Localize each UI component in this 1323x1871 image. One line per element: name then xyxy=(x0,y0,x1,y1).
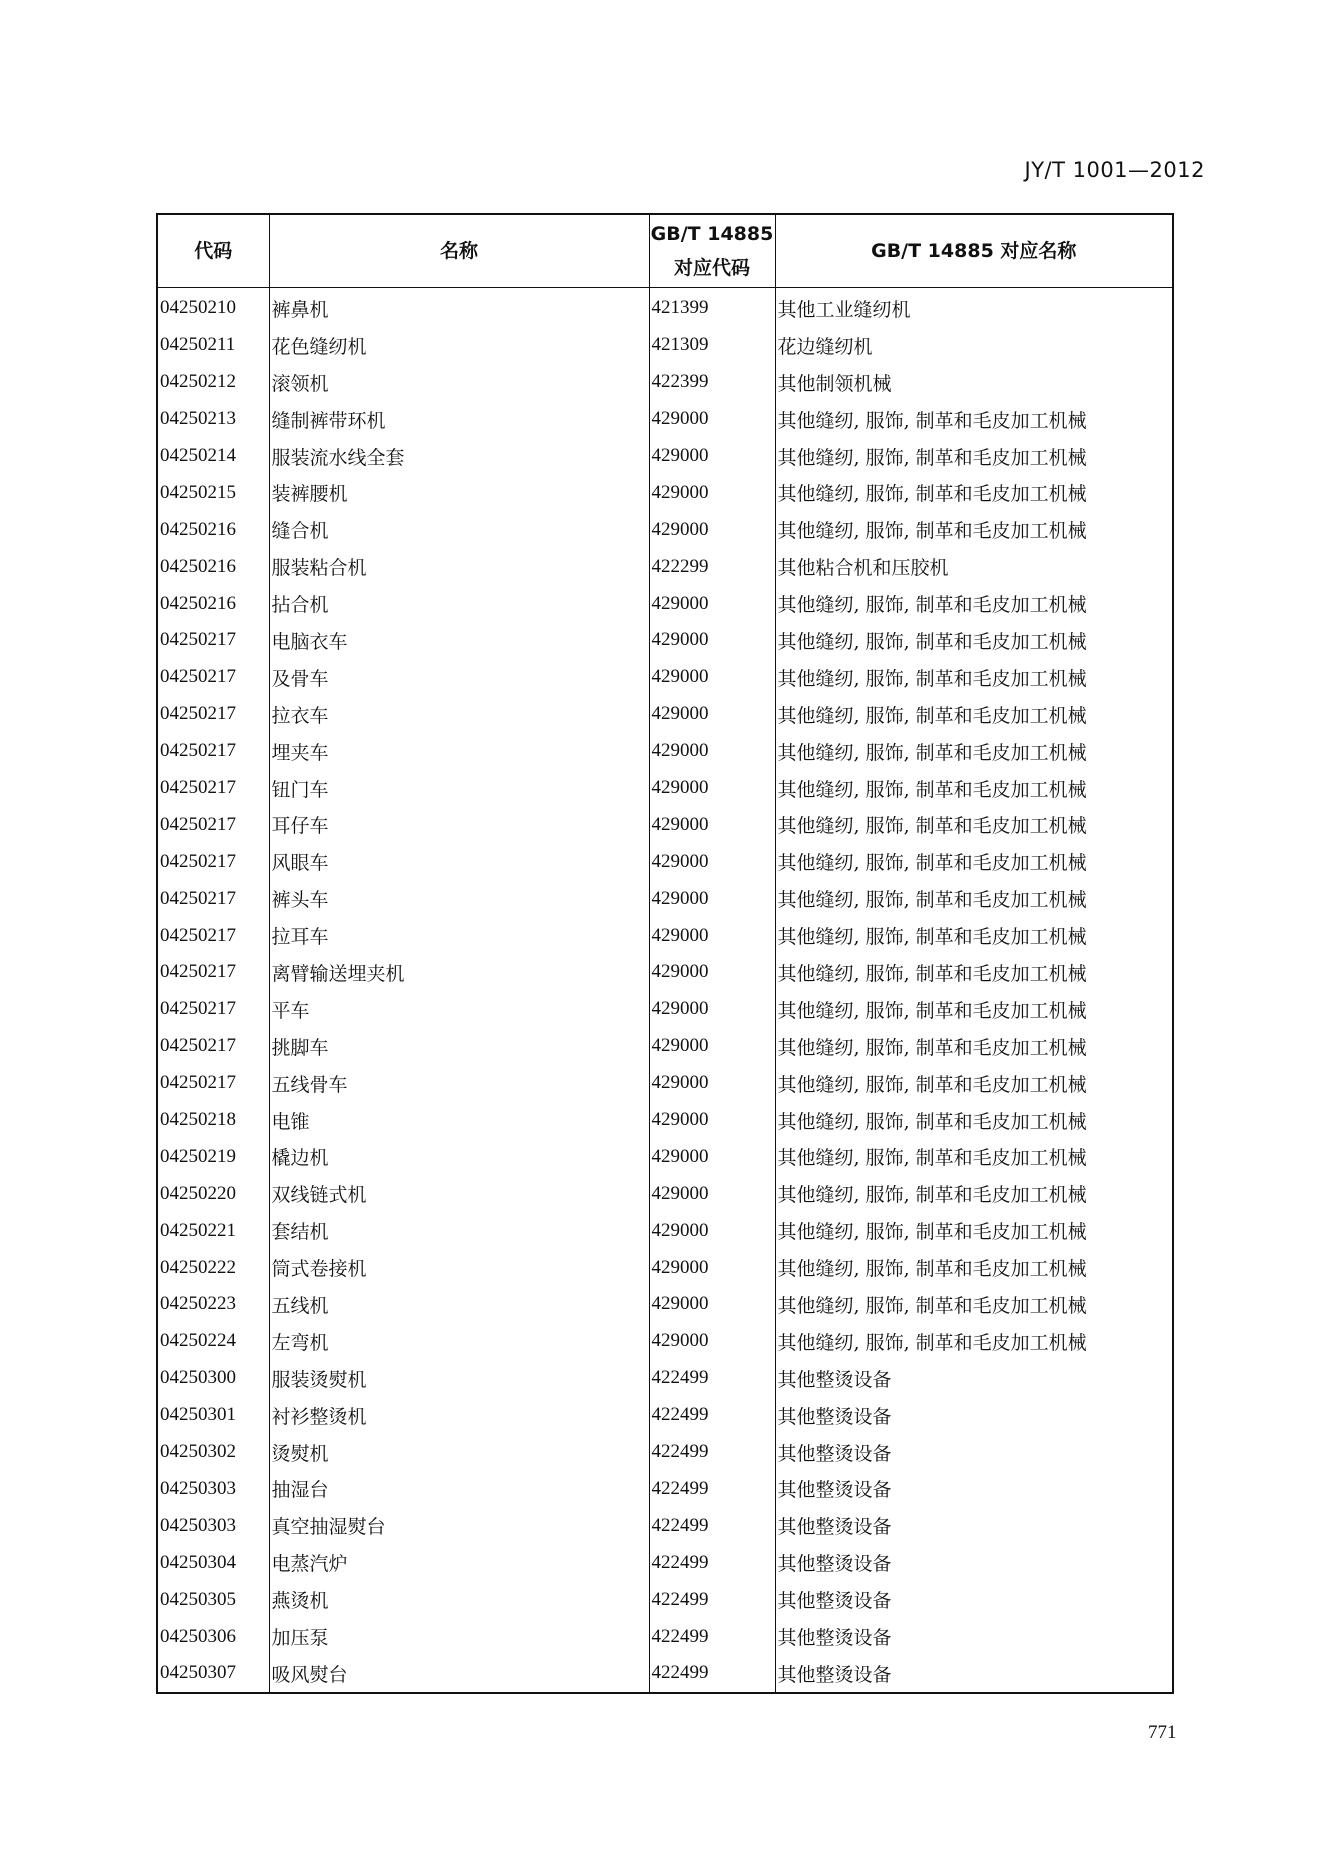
header-gb-code xyxy=(649,214,775,288)
cell-gb-code: 429000 xyxy=(649,880,775,917)
cell-gb-name: 其他缝纫, 服饰, 制革和毛皮加工机械 xyxy=(775,1212,1173,1249)
table-row xyxy=(157,1028,1173,1065)
cell-code: 04250303 xyxy=(157,1507,269,1544)
cell-gb-name: 其他整烫设备 xyxy=(775,1544,1173,1581)
cell-code: 04250217 xyxy=(157,1065,269,1102)
cell-code: 04250217 xyxy=(157,954,269,991)
table-row xyxy=(157,1397,1173,1434)
cell-code: 04250221 xyxy=(157,1212,269,1249)
cell-gb-code: 429000 xyxy=(649,401,775,438)
cell-gb-code: 429000 xyxy=(649,696,775,733)
cell-code: 04250217 xyxy=(157,917,269,954)
cell-gb-code: 429000 xyxy=(649,438,775,475)
cell-name: 服装粘合机 xyxy=(269,548,649,585)
cell-code: 04250300 xyxy=(157,1360,269,1397)
page-number: 771 xyxy=(1148,1722,1177,1743)
cell-gb-code: 429000 xyxy=(649,622,775,659)
standard-code: JY/T 1001—2012 xyxy=(1024,158,1205,182)
cell-gb-name: 其他整烫设备 xyxy=(775,1507,1173,1544)
cell-code: 04250211 xyxy=(157,327,269,364)
table-row xyxy=(157,770,1173,807)
table-row xyxy=(157,401,1173,438)
cell-gb-name: 其他缝纫, 服饰, 制革和毛皮加工机械 xyxy=(775,474,1173,511)
cell-gb-code: 422499 xyxy=(649,1507,775,1544)
cell-code: 04250224 xyxy=(157,1323,269,1360)
cell-gb-code: 429000 xyxy=(649,511,775,548)
cell-code: 04250223 xyxy=(157,1286,269,1323)
cell-name: 服装烫熨机 xyxy=(269,1360,649,1397)
cell-gb-code: 422499 xyxy=(649,1618,775,1655)
table-row xyxy=(157,1471,1173,1508)
cell-gb-name: 其他缝纫, 服饰, 制革和毛皮加工机械 xyxy=(775,1286,1173,1323)
cell-gb-name: 其他缝纫, 服饰, 制革和毛皮加工机械 xyxy=(775,843,1173,880)
cell-gb-code: 429000 xyxy=(649,733,775,770)
cell-gb-name: 其他缝纫, 服饰, 制革和毛皮加工机械 xyxy=(775,1138,1173,1175)
cell-name: 拉耳车 xyxy=(269,917,649,954)
cell-gb-code: 422299 xyxy=(649,548,775,585)
cell-gb-code: 429000 xyxy=(649,474,775,511)
cell-code: 04250306 xyxy=(157,1618,269,1655)
cell-gb-code: 429000 xyxy=(649,1065,775,1102)
cell-code: 04250216 xyxy=(157,548,269,585)
cell-gb-name: 其他缝纫, 服饰, 制革和毛皮加工机械 xyxy=(775,770,1173,807)
cell-code: 04250217 xyxy=(157,991,269,1028)
cell-code: 04250217 xyxy=(157,733,269,770)
cell-name: 橇边机 xyxy=(269,1138,649,1175)
cell-gb-name: 其他工业缝纫机 xyxy=(775,288,1173,327)
table-row xyxy=(157,733,1173,770)
table-row xyxy=(157,991,1173,1028)
cell-name: 服装流水线全套 xyxy=(269,438,649,475)
cell-gb-name: 其他缝纫, 服饰, 制革和毛皮加工机械 xyxy=(775,954,1173,991)
cell-name: 及骨车 xyxy=(269,659,649,696)
cell-gb-name: 其他缝纫, 服饰, 制革和毛皮加工机械 xyxy=(775,511,1173,548)
cell-code: 04250216 xyxy=(157,585,269,622)
cell-gb-name: 其他整烫设备 xyxy=(775,1360,1173,1397)
table-row xyxy=(157,696,1173,733)
cell-gb-name: 其他缝纫, 服饰, 制革和毛皮加工机械 xyxy=(775,880,1173,917)
table-row xyxy=(157,1618,1173,1655)
cell-gb-code: 422499 xyxy=(649,1434,775,1471)
table-row xyxy=(157,585,1173,622)
cell-gb-name: 其他整烫设备 xyxy=(775,1618,1173,1655)
cell-name: 缝合机 xyxy=(269,511,649,548)
cell-code: 04250301 xyxy=(157,1397,269,1434)
cell-name: 裤头车 xyxy=(269,880,649,917)
cell-gb-name: 其他缝纫, 服饰, 制革和毛皮加工机械 xyxy=(775,696,1173,733)
cell-name: 钮门车 xyxy=(269,770,649,807)
cell-code: 04250213 xyxy=(157,401,269,438)
cell-gb-code: 422499 xyxy=(649,1471,775,1508)
cell-gb-code: 429000 xyxy=(649,991,775,1028)
cell-code: 04250217 xyxy=(157,622,269,659)
cell-name: 埋夹车 xyxy=(269,733,649,770)
cell-gb-code: 429000 xyxy=(649,1286,775,1323)
table-row xyxy=(157,438,1173,475)
table-header-row xyxy=(157,214,1173,288)
cell-gb-code: 429000 xyxy=(649,1138,775,1175)
cell-name: 缝制裤带环机 xyxy=(269,401,649,438)
header-gb-code-line2: 对应代码 xyxy=(673,257,750,279)
table-row xyxy=(157,1249,1173,1286)
cell-code: 04250214 xyxy=(157,438,269,475)
cell-code: 04250304 xyxy=(157,1544,269,1581)
cell-name: 五线骨车 xyxy=(269,1065,649,1102)
cell-gb-code: 422399 xyxy=(649,364,775,401)
cell-gb-name: 其他缝纫, 服饰, 制革和毛皮加工机械 xyxy=(775,1323,1173,1360)
cell-gb-code: 429000 xyxy=(649,585,775,622)
table-row xyxy=(157,622,1173,659)
cell-name: 电蒸汽炉 xyxy=(269,1544,649,1581)
table-row xyxy=(157,1360,1173,1397)
cell-name: 离臂输送埋夹机 xyxy=(269,954,649,991)
table-row xyxy=(157,1286,1173,1323)
cell-gb-code: 429000 xyxy=(649,1249,775,1286)
header-code: 代码 xyxy=(157,214,269,288)
cell-gb-code: 422499 xyxy=(649,1655,775,1693)
cell-name: 烫熨机 xyxy=(269,1434,649,1471)
cell-gb-name: 其他缝纫, 服饰, 制革和毛皮加工机械 xyxy=(775,917,1173,954)
table-row xyxy=(157,806,1173,843)
table-row xyxy=(157,548,1173,585)
cell-gb-code: 429000 xyxy=(649,843,775,880)
table-row xyxy=(157,954,1173,991)
cell-name: 拈合机 xyxy=(269,585,649,622)
cell-gb-name: 其他缝纫, 服饰, 制革和毛皮加工机械 xyxy=(775,438,1173,475)
cell-code: 04250217 xyxy=(157,1028,269,1065)
cell-gb-code: 421309 xyxy=(649,327,775,364)
cell-gb-code: 422499 xyxy=(649,1360,775,1397)
table-row xyxy=(157,364,1173,401)
header-name: 名称 xyxy=(269,214,649,288)
cell-name: 抽湿台 xyxy=(269,1471,649,1508)
table-row xyxy=(157,1212,1173,1249)
table-row xyxy=(157,511,1173,548)
cell-name: 拉衣车 xyxy=(269,696,649,733)
cell-gb-code: 429000 xyxy=(649,1028,775,1065)
cell-gb-code: 429000 xyxy=(649,1175,775,1212)
cell-name: 装裤腰机 xyxy=(269,474,649,511)
cell-name: 衬衫整烫机 xyxy=(269,1397,649,1434)
table-row xyxy=(157,474,1173,511)
cell-gb-name: 其他整烫设备 xyxy=(775,1655,1173,1693)
table-body xyxy=(157,288,1173,1693)
table-row xyxy=(157,1065,1173,1102)
cell-code: 04250217 xyxy=(157,880,269,917)
cell-name: 燕烫机 xyxy=(269,1581,649,1618)
cell-name: 耳仔车 xyxy=(269,806,649,843)
cell-gb-code: 422499 xyxy=(649,1581,775,1618)
table-row xyxy=(157,843,1173,880)
cell-gb-name: 其他缝纫, 服饰, 制革和毛皮加工机械 xyxy=(775,806,1173,843)
cell-gb-name: 其他整烫设备 xyxy=(775,1434,1173,1471)
cell-gb-code: 429000 xyxy=(649,806,775,843)
cell-name: 电锥 xyxy=(269,1102,649,1139)
cell-name: 真空抽湿熨台 xyxy=(269,1507,649,1544)
cell-code: 04250216 xyxy=(157,511,269,548)
cell-code: 04250222 xyxy=(157,1249,269,1286)
cell-gb-name: 其他缝纫, 服饰, 制革和毛皮加工机械 xyxy=(775,1028,1173,1065)
table-row xyxy=(157,1175,1173,1212)
cell-gb-name: 其他缝纫, 服饰, 制革和毛皮加工机械 xyxy=(775,991,1173,1028)
cell-code: 04250307 xyxy=(157,1655,269,1693)
cell-gb-name: 其他缝纫, 服饰, 制革和毛皮加工机械 xyxy=(775,1249,1173,1286)
cell-name: 五线机 xyxy=(269,1286,649,1323)
cell-code: 04250302 xyxy=(157,1434,269,1471)
cell-code: 04250220 xyxy=(157,1175,269,1212)
cell-gb-name: 其他缝纫, 服饰, 制革和毛皮加工机械 xyxy=(775,1102,1173,1139)
cell-gb-code: 429000 xyxy=(649,954,775,991)
cell-gb-code: 429000 xyxy=(649,770,775,807)
cell-code: 04250218 xyxy=(157,1102,269,1139)
table-row xyxy=(157,917,1173,954)
cell-name: 裤鼻机 xyxy=(269,288,649,327)
table-row xyxy=(157,288,1173,327)
cell-gb-name: 其他缝纫, 服饰, 制革和毛皮加工机械 xyxy=(775,585,1173,622)
cell-code: 04250217 xyxy=(157,696,269,733)
cell-gb-code: 429000 xyxy=(649,1212,775,1249)
cell-name: 滚领机 xyxy=(269,364,649,401)
cell-gb-code: 429000 xyxy=(649,917,775,954)
table-row xyxy=(157,1655,1173,1693)
cell-code: 04250217 xyxy=(157,843,269,880)
cell-code: 04250303 xyxy=(157,1471,269,1508)
cell-name: 挑脚车 xyxy=(269,1028,649,1065)
table-row xyxy=(157,1544,1173,1581)
cell-gb-code: 429000 xyxy=(649,1323,775,1360)
table-row xyxy=(157,659,1173,696)
table-row xyxy=(157,1102,1173,1139)
cell-name: 平车 xyxy=(269,991,649,1028)
table-row xyxy=(157,880,1173,917)
cell-name: 双线链式机 xyxy=(269,1175,649,1212)
table-row xyxy=(157,1581,1173,1618)
header-gb-code-line1: GB/T 14885 xyxy=(650,223,774,245)
cell-code: 04250210 xyxy=(157,288,269,327)
cell-gb-name: 其他粘合机和压胶机 xyxy=(775,548,1173,585)
cell-code: 04250212 xyxy=(157,364,269,401)
cell-name: 左弯机 xyxy=(269,1323,649,1360)
table-row xyxy=(157,1434,1173,1471)
cell-gb-name: 其他缝纫, 服饰, 制革和毛皮加工机械 xyxy=(775,733,1173,770)
cell-name: 吸风熨台 xyxy=(269,1655,649,1693)
cell-gb-name: 其他缝纫, 服饰, 制革和毛皮加工机械 xyxy=(775,659,1173,696)
cell-gb-name: 其他缝纫, 服饰, 制革和毛皮加工机械 xyxy=(775,622,1173,659)
cell-name: 电脑衣车 xyxy=(269,622,649,659)
cell-code: 04250215 xyxy=(157,474,269,511)
cell-gb-name: 其他整烫设备 xyxy=(775,1397,1173,1434)
cell-gb-code: 422499 xyxy=(649,1397,775,1434)
cell-code: 04250217 xyxy=(157,770,269,807)
cell-code: 04250219 xyxy=(157,1138,269,1175)
cell-gb-code: 422499 xyxy=(649,1544,775,1581)
cell-name: 加压泵 xyxy=(269,1618,649,1655)
classification-table xyxy=(156,213,1174,1694)
cell-gb-name: 其他缝纫, 服饰, 制革和毛皮加工机械 xyxy=(775,1065,1173,1102)
cell-code: 04250217 xyxy=(157,806,269,843)
table-row xyxy=(157,1138,1173,1175)
cell-gb-name: 其他制领机械 xyxy=(775,364,1173,401)
table-row xyxy=(157,1323,1173,1360)
cell-gb-code: 421399 xyxy=(649,288,775,327)
cell-gb-code: 429000 xyxy=(649,1102,775,1139)
cell-name: 筒式卷接机 xyxy=(269,1249,649,1286)
cell-gb-name: 其他整烫设备 xyxy=(775,1471,1173,1508)
cell-gb-name: 花边缝纫机 xyxy=(775,327,1173,364)
header-gb-name: GB/T 14885 对应名称 xyxy=(775,214,1173,288)
cell-gb-name: 其他缝纫, 服饰, 制革和毛皮加工机械 xyxy=(775,401,1173,438)
cell-gb-code: 429000 xyxy=(649,659,775,696)
cell-gb-name: 其他缝纫, 服饰, 制革和毛皮加工机械 xyxy=(775,1175,1173,1212)
cell-name: 花色缝纫机 xyxy=(269,327,649,364)
table-row xyxy=(157,327,1173,364)
table-row xyxy=(157,1507,1173,1544)
cell-code: 04250305 xyxy=(157,1581,269,1618)
cell-gb-name: 其他整烫设备 xyxy=(775,1581,1173,1618)
cell-code: 04250217 xyxy=(157,659,269,696)
cell-name: 风眼车 xyxy=(269,843,649,880)
cell-name: 套结机 xyxy=(269,1212,649,1249)
